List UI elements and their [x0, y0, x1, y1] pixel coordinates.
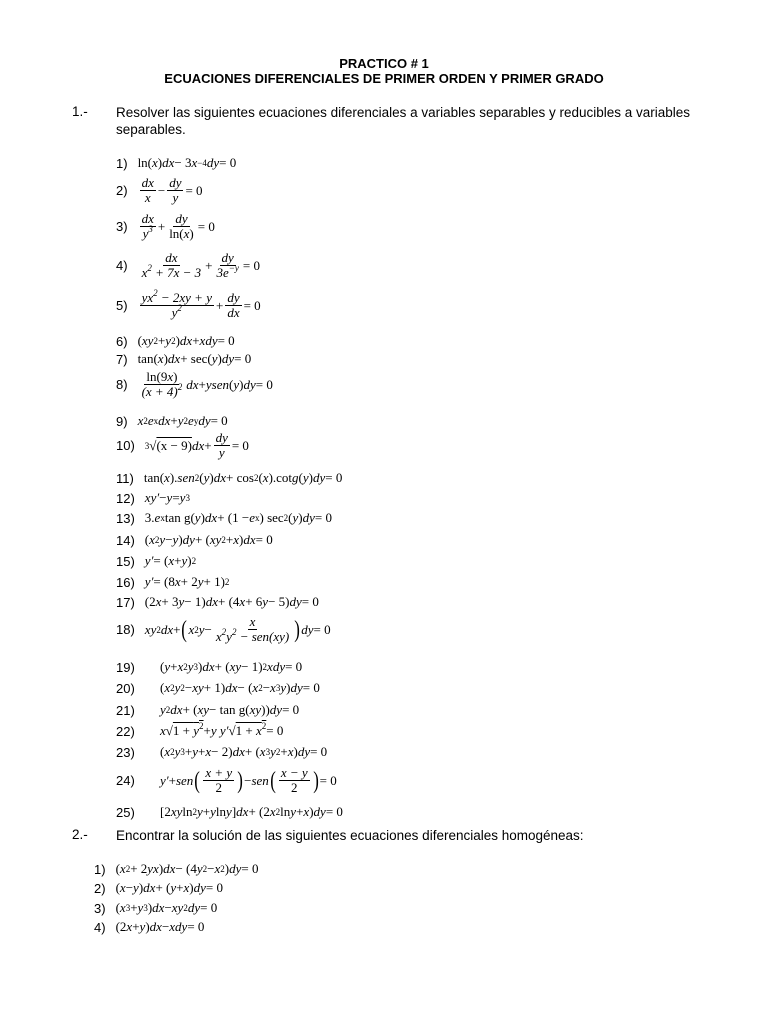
equation: y 2 dx + ( xy − tan g( xy )) dy = 0: [160, 702, 300, 717]
equation: 3. e x tan g( y ) dx + (1 − e x ) sec 2 ( y ) dy = 0: [144, 510, 333, 525]
equation-item: [116, 804, 343, 820]
item-number: 25): [116, 804, 135, 820]
equation: ( x 2 y 3 + y + x − 2) dx + ( x 3 y 2 + x ) dy = 0: [160, 744, 328, 759]
item-number: 20): [116, 680, 135, 696]
equation-item: [116, 680, 320, 696]
equation: tan( x ). sen 2 ( y ) dx + cos 2 ( x ).cot g ( y ) dy = 0: [143, 470, 343, 485]
item-number: 24): [116, 773, 135, 788]
item-number: 11): [116, 470, 134, 486]
equation-item: [116, 766, 337, 795]
item-number: 10): [116, 438, 135, 453]
equation-item: [116, 659, 302, 675]
item-number: 21): [116, 702, 135, 718]
item-number: 17): [116, 594, 135, 610]
equation: ( x 2 + 2 yx ) dx − (4 y 2 − x 2 ) dy = 0: [115, 861, 259, 876]
equation: $\frac{dx}{x^2 + 7x - 3}$ + $\frac{dy}{3e^{-y}}$ = 0: [141, 250, 260, 280]
equation: ( x 2 y 2 − xy + 1) dx − ( x 2 − x 3 y ) dy = 0: [160, 680, 320, 695]
equation-item: [116, 351, 251, 367]
equation-item: [116, 553, 196, 569]
equation-item: [116, 413, 228, 429]
equation-item: [116, 370, 273, 399]
item-number: 13): [116, 510, 135, 526]
equation-item: [116, 333, 235, 349]
equation-item: [116, 251, 260, 280]
equation: $\frac{dx}{x}$ − $\frac{dy}{y}$ = 0: [141, 175, 203, 205]
item-number: 6): [116, 333, 128, 349]
equation-item: [116, 155, 236, 171]
equation: y′ = ( x + y ) 2: [144, 553, 197, 568]
equation: x √ $1 + y^2$ + y y′ √ $1 + x^2$ = 0: [160, 721, 284, 738]
item-number: 7): [116, 351, 128, 367]
equation-item: [116, 744, 327, 760]
item-number: 1): [116, 155, 128, 171]
equation-item: [116, 212, 215, 241]
section-2-text: Encontrar la solución de las siguientes ecuaciones diferenciales homogéneas:: [116, 828, 584, 843]
equation-item: [116, 615, 331, 644]
page-title: PRACTICO # 1: [339, 56, 429, 71]
equation: ( xy 2 + y 2 ) dx + xdy = 0: [137, 333, 235, 348]
item-number: 4): [94, 919, 106, 935]
item-number: 4): [116, 258, 128, 273]
equation-item: [94, 861, 259, 877]
item-number: 15): [116, 553, 135, 569]
section-1-text: Resolver las siguientes ecuaciones diferenciales a variables separables y reducibles a variables separables.: [116, 105, 691, 137]
equation: $\frac{\ln(9x)}{(x + 4)^2}$ dx + ysen ( y ) dy = 0: [141, 369, 273, 399]
equation-item: [94, 900, 217, 916]
equation: ( y + x 2 y 3 ) dx + ( xy − 1) 2 xdy = 0: [160, 659, 303, 674]
item-number: 12): [116, 490, 135, 506]
equation-item: [116, 288, 261, 320]
equation: ( x − y ) dx + ( y + x ) dy = 0: [115, 880, 223, 895]
equation-item: [116, 532, 273, 548]
equation-item: [116, 594, 319, 610]
item-number: 14): [116, 532, 135, 548]
equation-item: [94, 880, 223, 896]
item-number: 23): [116, 744, 135, 760]
equation: y′ + sen ( $\frac{x + y}{2}$ ) − sen ( $\frac{x - y}{2}$ ) = 0: [160, 765, 337, 795]
equation-item: [116, 431, 249, 460]
equation: (2 x + 3 y − 1) dx + (4 x + 6 y − 5) dy = 0: [144, 594, 319, 609]
item-number: 9): [116, 413, 128, 429]
item-number: 2): [116, 183, 128, 198]
equation: xy′ − y = y 3: [144, 490, 190, 505]
item-number: 16): [116, 574, 135, 590]
equation: ( x 3 + y 3 ) dx − xy 2 dy = 0: [115, 900, 218, 915]
equation: [2 xy ln 2 y + y ln y ] dx + (2 x 2 ln y + x ) dy = 0: [160, 804, 343, 819]
item-number: 8): [116, 377, 128, 392]
equation-item: [94, 919, 204, 935]
equation: y′ = (8 x + 2 y + 1) 2: [144, 574, 230, 589]
item-number: 3): [116, 219, 128, 234]
equation-item: [116, 490, 190, 506]
page-subtitle: ECUACIONES DIFERENCIALES DE PRIMER ORDEN Y PRIMER GRADO: [164, 71, 604, 86]
equation: 3 √ (x − 9) dx + $\frac{dy}{y}$ = 0: [144, 430, 249, 460]
equation-item: [116, 470, 342, 486]
equation: tan( x ) dx + sec( y ) dy = 0: [137, 351, 252, 366]
equation: ( x 2 y − y ) dy + ( xy 2 + x ) dx = 0: [144, 532, 273, 547]
equation: xy 2 dx + ( x 2 y − $\frac{x}{x^2y^2 - sen(xy)}$ ) dy = 0: [144, 614, 331, 644]
item-number: 1): [94, 861, 106, 877]
item-number: 19): [116, 659, 135, 675]
item-number: 5): [116, 298, 128, 313]
equation: $\frac{yx^2 - 2xy + y}{y^2}$ + $\frac{dy}{dx}$ = 0: [141, 288, 261, 320]
section-1-number: 1.-: [72, 104, 88, 119]
item-number: 3): [94, 900, 106, 916]
equation: ln( x ) dx − 3 x −4 dy = 0: [137, 155, 237, 170]
item-number: 22): [116, 723, 135, 739]
equation-item: [116, 176, 203, 205]
equation: $\frac{dx}{y^3}$ + $\frac{dy}{\ln(x)}$ = 0: [141, 211, 215, 241]
equation-item: [116, 510, 332, 526]
section-2-number: 2.-: [72, 827, 88, 842]
equation-item: [116, 574, 229, 590]
equation-item: [116, 702, 299, 718]
item-number: 2): [94, 880, 106, 896]
item-number: 18): [116, 622, 135, 637]
equation: x 2 e x dx + y 2 e y dy = 0: [137, 413, 228, 428]
equation-item: [116, 723, 283, 739]
equation: (2 x + y ) dx − xdy = 0: [115, 919, 205, 934]
